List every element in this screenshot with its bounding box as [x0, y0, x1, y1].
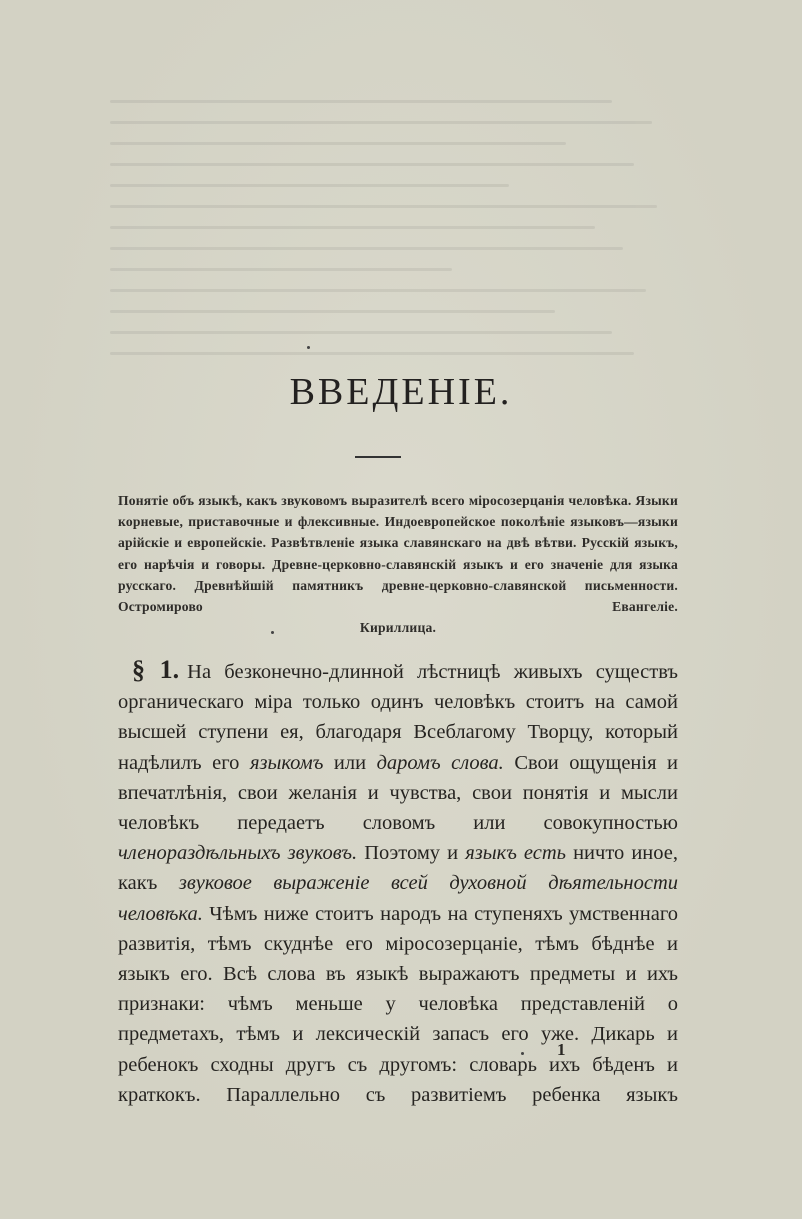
chapter-summary — [118, 490, 678, 638]
paragraph-run: ничто иное, какъ — [118, 842, 678, 895]
paragraph-run-italic: даромъ слова. — [376, 751, 504, 774]
paragraph-run-italic: языкъ есть — [465, 842, 566, 865]
page-number: 1 — [557, 1040, 566, 1059]
summary-text: Понятіе объ языкѣ, какъ звуковомъ выразителѣ всего міросозерцанія человѣка. Языки корневые, приставочные и флексивные. Индоевропейское поколѣніе языковъ—языки арійскіе и европейскіе. Развѣтвленіе языка славянскаго на двѣ вѣтви. Русскій языкъ, его нарѣчія и говоры. Древне-церковно-славянскій языкъ и его значеніе для языка русскаго. Древнѣйшій памятникъ древне-церковно-славянской письменности. Остромирово Евангеліе. — [118, 493, 678, 615]
main-paragraph — [118, 655, 678, 1110]
paragraph-run: Свои ощущенія и впечатлѣнія, свои желанія и чувства, свои понятія и мысли человѣкъ передаетъ словомъ или совокупностью — [118, 751, 679, 835]
paragraph-run-italic: членораздѣльныхъ звуковъ. — [118, 842, 358, 865]
paragraph-run: или — [323, 751, 377, 774]
chapter-title: ВВЕДЕНІЕ. — [289, 371, 513, 413]
paragraph-run: Чѣмъ ниже стоитъ народъ на ступеняхъ умственнаго развитія, тѣмъ скуднѣе его міросозерцаніе, тѣмъ бѣднѣе и языкъ его. Всѣ слова въ языкѣ выражаютъ предметы и ихъ признаки: чѣмъ меньше у человѣка представленій о предметахъ, тѣмъ и лексическій запасъ его уже. Дикарь и ребенокъ сходны другъ съ другомъ: словарь ихъ бѣденъ и краткокъ. Параллельно съ развитіемъ ребенка языкъ — [118, 902, 678, 1106]
paragraph-run-italic: звуковое выраженіе всей духовной дѣятельности человѣка. — [118, 872, 679, 925]
summary-last-line: Кириллица. — [359, 620, 437, 636]
section-mark: § 1. — [132, 655, 180, 684]
paragraph-run: Поэтому и — [357, 842, 466, 865]
title-divider — [355, 456, 401, 458]
ink-speck — [307, 346, 310, 349]
paragraph-run-italic: языкомъ — [249, 751, 324, 774]
paragraph-run: На безконечно-длинной лѣстницѣ живыхъ существъ органическаго міра только одинъ человѣкъ стоитъ на самой высшей ступени ея, благодаря Всеблагому Творцу, который надѣлилъ его — [118, 661, 678, 774]
